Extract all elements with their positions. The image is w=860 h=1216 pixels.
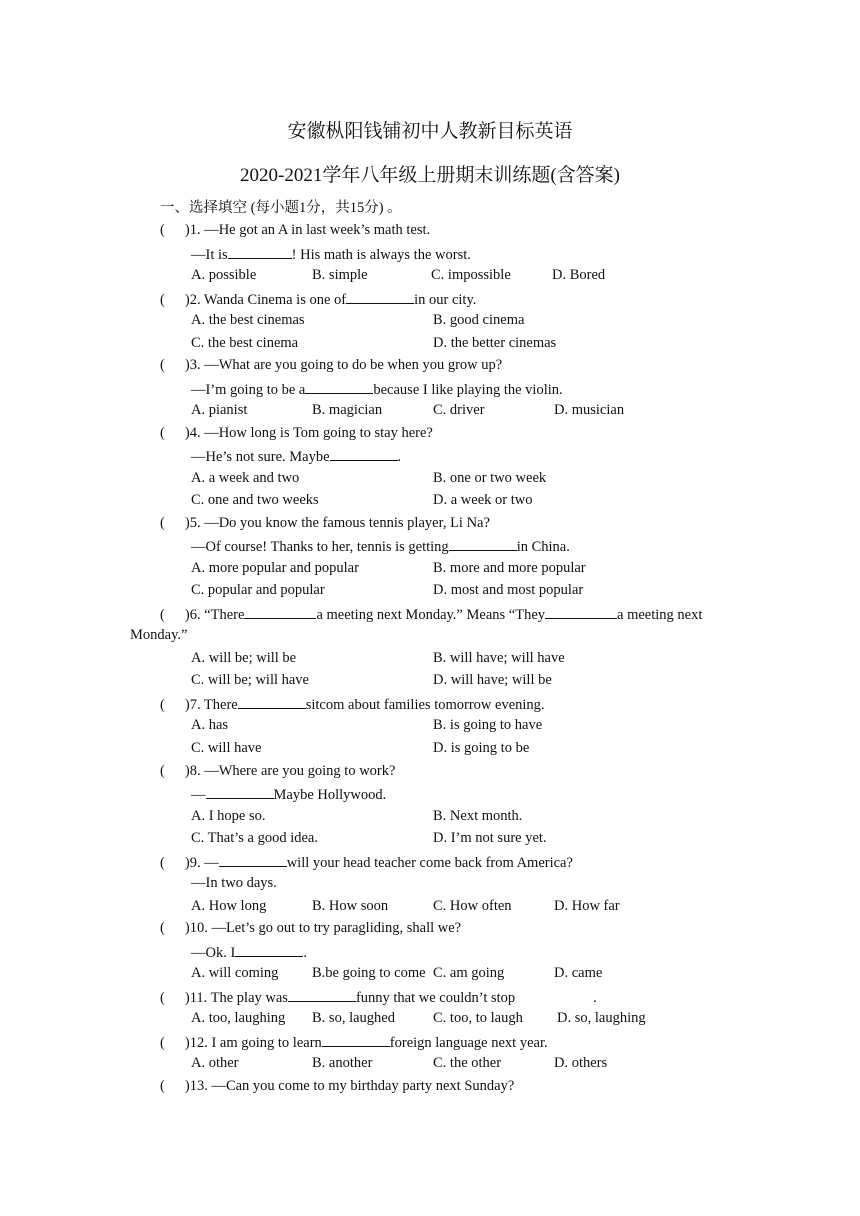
question-3-line2: —I’m going to be a because I like playing the violin.	[191, 379, 563, 399]
answer-blank	[219, 852, 287, 867]
question-8-line2: — Maybe Hollywood.	[191, 784, 386, 804]
answer-blank	[228, 244, 292, 259]
question-9-stem: ( )9. — will your head teacher come back from America?	[160, 852, 573, 872]
answer-blank	[288, 987, 356, 1002]
answer-blank	[346, 289, 414, 304]
answer-blank	[545, 604, 617, 619]
question-4-line2: —He’s not sure. Maybe .	[191, 446, 401, 466]
section-heading: 一、选择填空 (每小题1分，共15分) 。	[160, 200, 402, 216]
question-3-stem: ( )3. —What are you going to do be when you grow up?	[160, 357, 503, 373]
document-title-line1: 安徽枞阳钱铺初中人教新目标英语	[287, 121, 573, 142]
question-10-stem: ( )10. —Let’s go out to try paragliding, shall we?	[160, 920, 462, 936]
answer-blank	[449, 536, 517, 551]
question-6-stem: ( )6. “There a meeting next Monday.” Means “They a meeting next	[160, 604, 702, 624]
question-5-line2: —Of course! Thanks to her, tennis is getting in China.	[191, 536, 570, 556]
answer-blank	[238, 694, 306, 709]
question-6-stem-wrap: Monday.”	[130, 627, 188, 643]
question-9-line2: —In two days.	[191, 875, 277, 891]
question-1-stem: ( )1. —He got an A in last week’s math test.	[160, 222, 431, 238]
question-2-stem: ( )2. Wanda Cinema is one of in our city.	[160, 289, 476, 309]
answer-blank	[330, 446, 398, 461]
answer-blank	[235, 942, 303, 957]
question-7-stem: ( )7. There sitcom about families tomorrow evening.	[160, 694, 545, 714]
question-10-line2: —Ok. I .	[191, 942, 307, 962]
exam-page: 安徽枞阳钱铺初中人教新目标英语 2020-2021学年八年级上册期末训练题(含答案) 一、选择填空 (每小题1分，共15分) 。 ( )1. —He got an A in last week’s math test. —It is ! His math is always the worst. A. possible B. simple C. impossible D. Bored ( )2. Wanda Cinema is one of in our city. A. the best cinemas B. good cinema C. the best cinema D. the better cinemas ( )3. —What are you going to do be when you grow up? —I’m going to be a because I like playing the violin. A. pianist B. magician C. driver D. musician ( )4. —How long is Tom going to stay here? —He’s not sure. Maybe . A. a week and two B. one or two week C. one and two weeks D. a week or two ( )5. —Do you know the famous tennis player, Li Na? —Of course! Thanks to her, tennis is getting in China. A. more popular and popular B. more and more popular C. popular and popular D. most and most popular ( )6. “There a meeting next Monday.” Means “They a meeting next Monday.” A. will be; will be B. will have; will have C. will be; will have D. will have; will be ( )7. There sitcom about families tomorrow evening. A. has B. is going to have C. will have D. is going to be ( )8. —Where are you going to work? — Maybe Hollywood. A. I hope so. B. Next month. C. That’s a good idea. D. I’m not sure yet. ( )9. — will your head teacher come back from America? —In two days. A. How long B. How soon C. How often D. How far ( )10. —Let’s go out to try paragliding, shall we? —Ok. I . A. will coming B.be going to come C. am going D. came ( )11. The play was funny that we couldn’t stop . A. too, laughing B. so, laughed C. too, to laugh D. so, laughing ( )12. I am going to learn foreign language next year. A. other B. another C. the other D. others ( )13. —Can you come to my birthday party next Sunday?	[0, 0, 860, 1216]
question-11-stem: ( )11. The play was funny that we couldn’t stop .	[160, 987, 597, 1007]
question-5-stem: ( )5. —Do you know the famous tennis player, Li Na?	[160, 515, 490, 531]
question-12-stem: ( )12. I am going to learn foreign language next year.	[160, 1032, 548, 1052]
document-title-line2: 2020-2021学年八年级上册期末训练题(含答案)	[240, 165, 620, 186]
question-4-stem: ( )4. —How long is Tom going to stay here?	[160, 425, 433, 441]
answer-blank	[305, 379, 373, 394]
answer-blank	[244, 604, 316, 619]
question-1-line2: —It is ! His math is always the worst.	[191, 244, 471, 264]
question-8-stem: ( )8. —Where are you going to work?	[160, 763, 396, 779]
answer-blank	[206, 784, 274, 799]
question-13-stem: ( )13. —Can you come to my birthday party next Sunday?	[160, 1078, 515, 1094]
answer-blank	[322, 1032, 390, 1047]
